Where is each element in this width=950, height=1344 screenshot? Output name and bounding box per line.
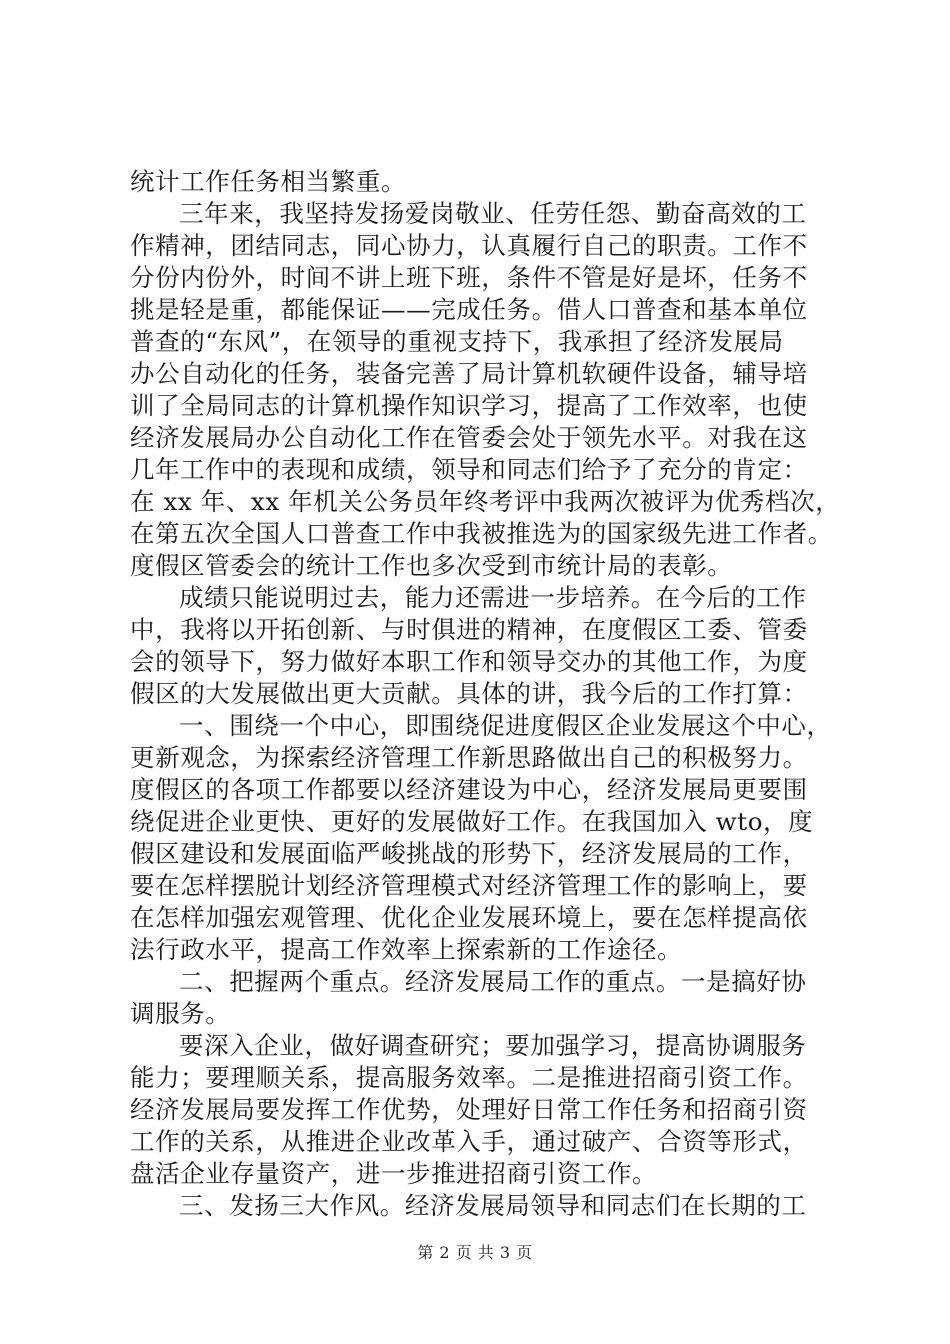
text-line: 经济发展局办公自动化工作在管委会处于领先水平。对我在这 bbox=[130, 423, 808, 452]
text-line: 度假区管委会的统计工作也多次受到市统计局的表彰。 bbox=[130, 551, 733, 580]
text-line: 挑是轻是重，都能保证——完成任务。借人口普查和基本单位 bbox=[130, 295, 808, 324]
page-footer bbox=[0, 1243, 950, 1263]
paragraph-start-line: 成绩只能说明过去，能力还需进一步培养。在今后的工作 bbox=[179, 583, 807, 612]
text-line: 几年工作中的表现和成绩，领导和同志们给予了充分的肯定： bbox=[130, 455, 808, 484]
text-line: 办公自动化的任务，装备完善了局计算机软硬件设备，辅导培 bbox=[130, 359, 808, 388]
text-line: 经济发展局要发挥工作优势，处理好日常工作任务和招商引资 bbox=[130, 1095, 808, 1124]
text-line: 在第五次全国人口普查工作中我被推选为的国家级先进工作者。 bbox=[130, 519, 833, 548]
text-line: 假区建设和发展面临严峻挑战的形势下，经济发展局的工作， bbox=[130, 839, 808, 868]
text-line: 法行政水平，提高工作效率上探索新的工作途径。 bbox=[130, 935, 683, 964]
text-line: 能力；要理顺关系，提高服务效率。二是推进招商引资工作。 bbox=[130, 1063, 808, 1092]
text-line: 训了全局同志的计算机操作知识学习，提高了工作效率，也使 bbox=[130, 391, 808, 420]
text-line: 统计工作任务相当繁重。 bbox=[130, 167, 407, 196]
text-line: 在 xx 年、xx 年机关公务员年终考评中我两次被评为优秀档次， bbox=[130, 487, 841, 516]
document-body bbox=[130, 166, 841, 1222]
paragraph-start-line: 三年来，我坚持发扬爱岗敬业、任劳任怨、勤奋高效的工 bbox=[179, 199, 807, 228]
text-line: 调服务。 bbox=[130, 999, 231, 1028]
text-line: 中，我将以开拓创新、与时俱进的精神，在度假区工委、管委 bbox=[130, 615, 808, 644]
paragraph-start-line: 三、发扬三大作风。经济发展局领导和同志们在长期的工 bbox=[179, 1191, 807, 1220]
paragraph-start-line: 要深入企业，做好调查研究；要加强学习，提高协调服务 bbox=[179, 1031, 807, 1060]
text-line: 更新观念，为探索经济管理工作新思路做出自己的积极努力。 bbox=[130, 743, 808, 772]
text-line: 普查的“东风”，在领导的重视支持下，我承担了经济发展局 bbox=[130, 327, 784, 356]
text-line: 工作的关系，从推进企业改革入手，通过破产、合资等形式， bbox=[130, 1127, 808, 1156]
text-line: 在怎样加强宏观管理、优化企业发展环境上，要在怎样提高依 bbox=[130, 903, 808, 932]
text-line: 要在怎样摆脱计划经济管理模式对经济管理工作的影响上，要 bbox=[130, 871, 808, 900]
paragraph-start-line: 一、围绕一个中心，即围绕促进度假区企业发展这个中心， bbox=[179, 711, 832, 740]
text-line: 作精神，团结同志，同心协力，认真履行自己的职责。工作不 bbox=[130, 231, 808, 260]
text-line: 分份内份外，时间不讲上班下班，条件不管是好是坏，任务不 bbox=[130, 263, 808, 292]
text-line: 会的领导下，努力做好本职工作和领导交办的其他工作，为度 bbox=[130, 647, 808, 676]
paragraph-start-line: 二、把握两个重点。经济发展局工作的重点。一是搞好协 bbox=[179, 967, 807, 996]
text-line: 假区的大发展做出更大贡献。具体的讲，我今后的工作打算： bbox=[130, 679, 808, 708]
text-line: 度假区的各项工作都要以经济建设为中心，经济发展局更要围 bbox=[130, 775, 808, 804]
text-line: 绕促进企业更快、更好的发展做好工作。在我国加入 wto，度 bbox=[130, 807, 814, 836]
text-line: 盘活企业存量资产，进一步推进招商引资工作。 bbox=[130, 1159, 658, 1188]
page-number: 第 2 页 共 3 页 bbox=[417, 1243, 533, 1262]
